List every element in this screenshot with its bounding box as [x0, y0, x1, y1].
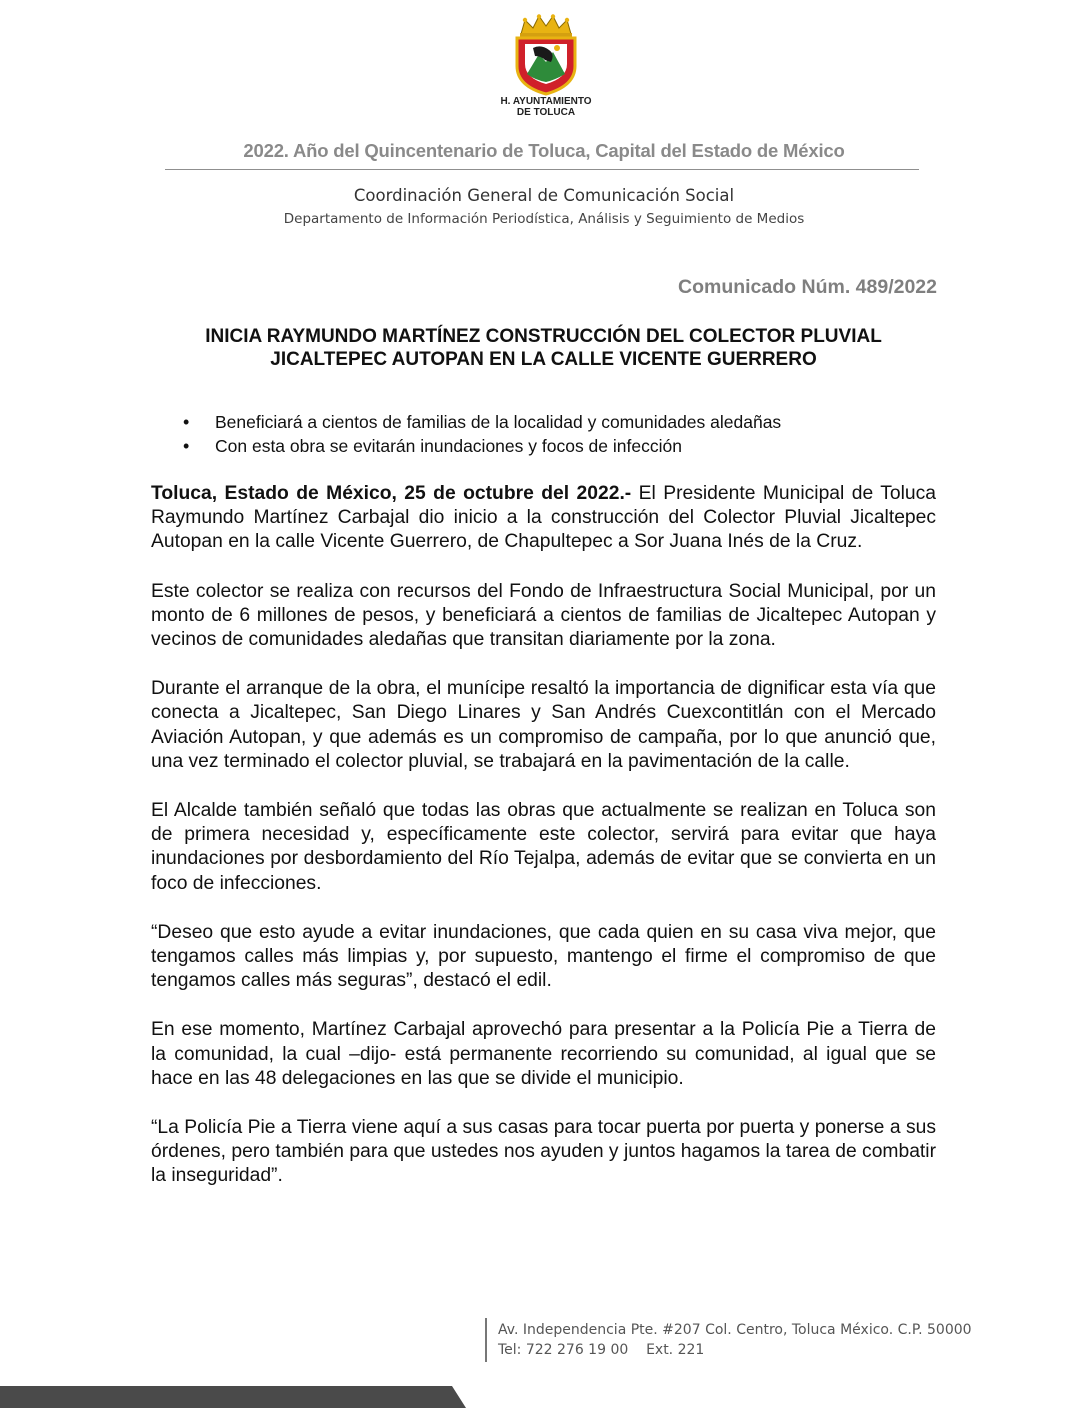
header-divider — [165, 169, 919, 170]
dateline: Toluca, Estado de México, 25 de octubre del 2022.- — [151, 483, 632, 504]
footer-divider — [485, 1318, 487, 1362]
logo-caption-line-2: DE TOLUCA — [516, 107, 576, 118]
footer-decorative-stripe — [0, 1386, 466, 1408]
logo-caption-line-1: H. AYUNTAMIENTO — [500, 96, 592, 107]
highlights-list — [183, 410, 781, 458]
article-paragraph: “Deseo que esto ayude a evitar inundaciones, que cada quien en su casa viva mejor, que tengamos calles más limpias y, por supuesto, mantengo el firme el compromiso de que tengamos calles más seguras”, destacó el edil. — [151, 921, 936, 992]
highlight-item: • Con esta obra se evitarán inundaciones y focos de infección — [183, 434, 781, 458]
article-paragraph: El Alcalde también señaló que todas las obras que actualmente se realizan en Toluca son de primera necesidad y, específicamente este colector, servirá para evitar que haya inundaciones por desbordamiento del Río Tejalpa, además de evitar que se convierta en un foco de infecciones. — [151, 800, 936, 894]
highlight-item: • Beneficiará a cientos de familias de la localidad y comunidades aledañas — [183, 410, 781, 434]
article-paragraph-lead — [151, 482, 936, 555]
footer-phone: Tel: 722 276 19 00 Ext. 221 — [498, 1342, 705, 1358]
article-paragraph: “La Policía Pie a Tierra viene aquí a sus casas para tocar puerta por puerta y ponerse a sus órdenes, pero también para que ustedes nos ayuden y juntos hagamos la tarea de combatir la inseguridad”. — [151, 1117, 936, 1187]
footer-address: Av. Independencia Pte. #207 Col. Centro, Toluca México. C.P. 50000 — [498, 1322, 972, 1338]
article-paragraph: Este colector se realiza con recursos del Fondo de Infraestructura Social Municipal, por un monto de 6 millones de pesos, y beneficiará a cientos de familias de Jicaltepec Autopan y vecinos de comunidades aledañas que transitan diariamente por la zona. — [151, 580, 936, 651]
release-number: Comunicado Núm. 489/2022 — [677, 276, 937, 298]
department-name: Departamento de Información Periodística, Análisis y Seguimiento de Medios — [283, 211, 805, 227]
office-name: Coordinación General de Comunicación Social — [353, 186, 735, 205]
article-paragraph: Durante el arranque de la obra, el munícipe resaltó la importancia de dignificar esta vía que conecta a Jicaltepec, San Diego Linares y San Andrés Cuexcontitlán con el Mercado Aviación Autopan, y que además es un compromiso de campaña, por lo que anunció que, una vez terminado el colector pluvial, se trabajará en la pavimentación de la calle. — [151, 678, 936, 772]
year-motto: 2022. Año del Quincentenario de Toluca, Capital del Estado de México — [243, 140, 845, 161]
coat-of-arms-icon — [511, 14, 581, 96]
lead-paragraph-text: El Presidente Municipal de Toluca Raymundo Martínez Carbajal dio inicio a la construcción del Colector Pluvial Jicaltepec Autopan en la calle Vicente Guerrero, de Chapultepec a Sor Juana Inés de la Cruz. — [151, 483, 937, 553]
footer-contact — [498, 1320, 972, 1360]
article-body — [151, 482, 936, 1214]
article-paragraph: En ese momento, Martínez Carbajal aprovechó para presentar a la Policía Pie a Tierra de la comunidad, la cual –dijo- está permanente recorriendo su comunidad, al igual que se hace en las 48 delegaciones en las que se divide el municipio. — [151, 1019, 936, 1089]
press-release-headline — [151, 325, 936, 371]
headline-line-1: INICIA RAYMUNDO MARTÍNEZ CONSTRUCCIÓN DEL COLECTOR PLUVIAL — [205, 326, 882, 347]
headline-line-2: JICALTEPEC AUTOPAN EN LA CALLE VICENTE GUERRERO — [270, 349, 817, 370]
city-coat-of-arms-logo — [486, 14, 606, 118]
